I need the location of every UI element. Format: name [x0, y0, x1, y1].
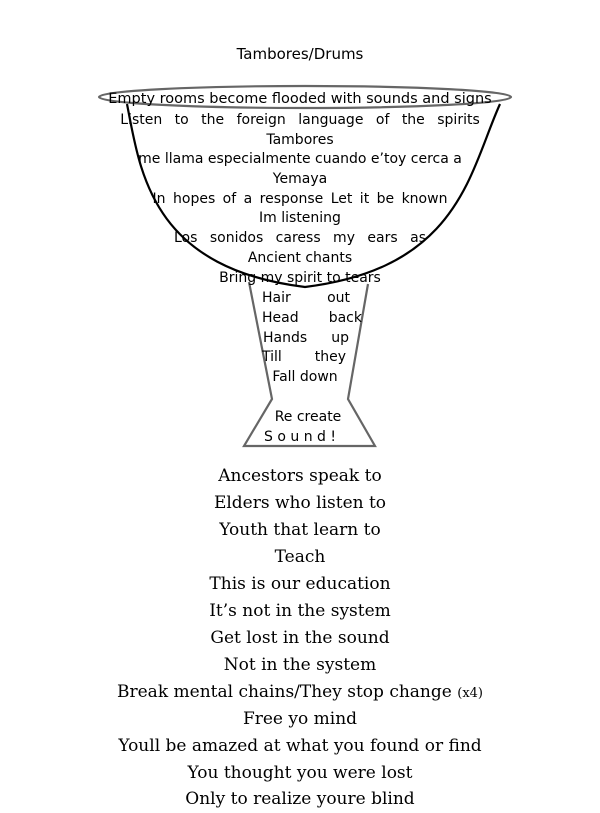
stem-line-fall-down: Fall down: [272, 369, 338, 385]
stem-pair-1: [262, 288, 362, 308]
repeat-mark: (x4): [457, 686, 483, 701]
verse-line-1: Ancestors speak to: [218, 466, 382, 486]
stem-line-re-create: Re create: [274, 409, 342, 425]
cup-line-10: Bring my spirit to tears: [219, 270, 381, 286]
stem-pair-left: Till: [262, 349, 282, 365]
cup-line-1: Empty rooms become flooded with sounds and signs: [108, 91, 492, 107]
stem-pair-left: Hair: [262, 290, 291, 306]
verse-line-10: Free yo mind: [242, 709, 358, 729]
stem-pair-left: Head: [262, 310, 299, 326]
cup-line-7: Im listening: [259, 210, 341, 226]
verse-line-13: Only to realize youre blind: [185, 789, 415, 809]
stem-pair-right: up: [331, 330, 349, 346]
verse-line-7: Get lost in the sound: [210, 628, 390, 648]
cup-line-2: Listen to the foreign language of the spirits: [120, 112, 480, 128]
stem-pair-right: out: [327, 290, 350, 306]
stem-pair-2: [262, 308, 362, 328]
stem-line-sound: S o u n d !: [264, 429, 336, 445]
stem-pair-right: back: [328, 310, 362, 326]
stem-pair-right: they: [314, 349, 346, 365]
verse-line-8: Not in the system: [223, 655, 377, 675]
verse-line-4: Teach: [274, 547, 326, 567]
verse-line-5: This is our education: [209, 574, 391, 594]
stem-pair-3: [263, 328, 349, 348]
verse-text: Break mental chains/They stop change: [117, 682, 452, 702]
cup-line-8: Los sonidos caress my ears as: [174, 230, 426, 246]
verse-line-2: Elders who listen to: [213, 493, 387, 513]
cup-line-3: Tambores: [266, 132, 334, 148]
verse-line-11: Youll be amazed at what you found or find: [118, 736, 482, 756]
cup-line-6: In hopes of a response Let it be known: [152, 191, 448, 207]
verse-line-3: Youth that learn to: [219, 520, 381, 540]
cup-line-5: Yemaya: [272, 171, 328, 187]
cup-line-9: Ancient chants: [247, 250, 353, 266]
cup-line-4: me llama especialmente cuando e’toy cerca a: [138, 151, 462, 167]
verse-line-9: [0, 679, 600, 707]
poem-title: Tambores/Drums: [236, 45, 364, 63]
verse-line-6: It’s not in the system: [209, 601, 391, 621]
verse-line-12: You thought you were lost: [187, 763, 413, 783]
stem-pair-left: Hands: [263, 330, 308, 346]
stem-pair-4: [262, 347, 346, 367]
